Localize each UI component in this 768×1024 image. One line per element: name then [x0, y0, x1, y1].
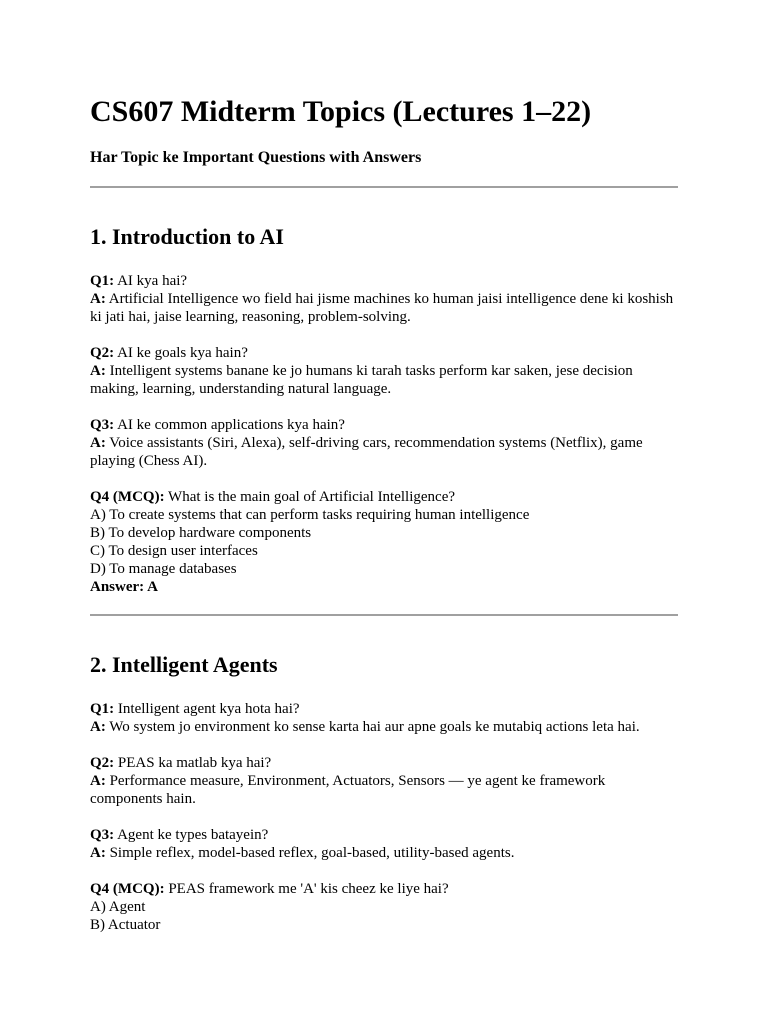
answer-text: Intelligent systems banane ke jo humans ki tarah tasks perform kar saken, jese decision making, learning, understanding natural language. — [90, 363, 633, 397]
question — [90, 700, 678, 718]
mcq-label: Q4 (MCQ): — [90, 489, 165, 505]
answer-text: Performance measure, Environment, Actuators, Sensors — ye agent ke framework components hain. — [90, 773, 606, 807]
mcq-option: B) Actuator — [90, 917, 161, 933]
question-text: AI kya hai? — [114, 273, 188, 289]
mcq-option: D) To manage databases — [90, 561, 237, 577]
qa-item — [90, 700, 678, 736]
answer — [90, 434, 678, 470]
answer-label: A: — [90, 773, 106, 789]
answer-label: A: — [90, 719, 106, 735]
mcq-question-text: What is the main goal of Artificial Intelligence? — [164, 489, 456, 505]
mcq-answer — [90, 578, 678, 596]
answer — [90, 772, 678, 808]
mcq-option: A) To create systems that can perform tasks requiring human intelligence — [90, 507, 530, 523]
question-label: Q3: — [90, 417, 115, 433]
question-label: Q1: — [90, 273, 115, 289]
mcq-answer-text: Answer: A — [90, 579, 158, 595]
qa-item — [90, 344, 678, 398]
question-text: Intelligent agent kya hota hai? — [114, 701, 300, 717]
answer-label: A: — [90, 363, 106, 379]
question-text: Agent ke types batayein? — [114, 827, 269, 843]
mcq-item — [90, 488, 678, 596]
mcq-option: B) To develop hardware components — [90, 525, 312, 541]
section-intelligent-agents — [90, 651, 678, 934]
answer — [90, 844, 678, 862]
mcq-question — [90, 880, 678, 898]
page-subtitle: Har Topic ke Important Questions with Answers — [90, 149, 422, 166]
mcq-question-text: PEAS framework me 'A' kis cheez ke liye hai? — [164, 881, 449, 897]
question — [90, 344, 678, 362]
answer-text: Simple reflex, model-based reflex, goal-based, utility-based agents. — [105, 845, 515, 861]
divider — [90, 186, 678, 188]
qa-item — [90, 416, 678, 470]
section-heading: 1. Introduction to AI — [90, 224, 284, 249]
question — [90, 826, 678, 844]
mcq-label: Q4 (MCQ): — [90, 881, 165, 897]
question-label: Q2: — [90, 755, 115, 771]
mcq-option: A) Agent — [90, 899, 146, 915]
mcq-option: C) To design user interfaces — [90, 543, 258, 559]
answer — [90, 362, 678, 398]
answer-text: Wo system jo environment ko sense karta hai aur apne goals ke mutabiq actions leta hai. — [105, 719, 640, 735]
divider — [90, 614, 678, 616]
question — [90, 416, 678, 434]
question — [90, 754, 678, 772]
question-label: Q1: — [90, 701, 115, 717]
answer-label: A: — [90, 435, 106, 451]
answer — [90, 290, 678, 326]
question-text: AI ke goals kya hain? — [114, 345, 248, 361]
mcq-item — [90, 880, 678, 934]
question-text: AI ke common applications kya hain? — [114, 417, 345, 433]
answer-text: Artificial Intelligence wo field hai jisme machines ko human jaisi intelligence dene ki koshish ki jati hai, jaise learning, reasoning, problem-solving. — [90, 291, 674, 325]
page-title: CS607 Midterm Topics (Lectures 1–22) — [90, 95, 592, 128]
answer-label: A: — [90, 291, 106, 307]
question — [90, 272, 678, 290]
question-text: PEAS ka matlab kya hai? — [114, 755, 272, 771]
answer-text: Voice assistants (Siri, Alexa), self-driving cars, recommendation systems (Netflix), game playing (Chess AI). — [90, 435, 643, 469]
question-label: Q2: — [90, 345, 115, 361]
question-label: Q3: — [90, 827, 115, 843]
qa-item — [90, 826, 678, 862]
qa-item — [90, 272, 678, 326]
answer — [90, 718, 678, 736]
answer-label: A: — [90, 845, 106, 861]
section-introduction-to-ai — [90, 223, 678, 596]
section-heading: 2. Intelligent Agents — [90, 652, 278, 677]
qa-item — [90, 754, 678, 808]
mcq-question — [90, 488, 678, 506]
